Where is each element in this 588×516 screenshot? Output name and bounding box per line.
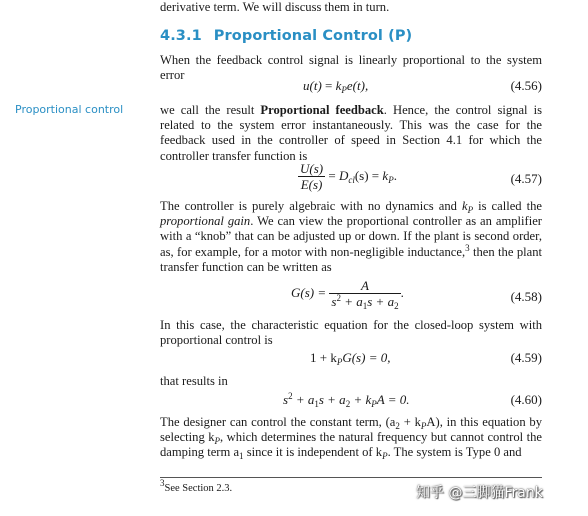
equation-number: (4.59) [510, 350, 542, 365]
equation-number: (4.58) [510, 289, 542, 304]
equation-body: G(s) = $\frac{A}{s^2 + a_1s + a_2}$ . [291, 278, 404, 311]
paragraph-6: The designer can control the constant term, $(a_2 + k_PA)$, in this equation by selecting $k_P$, which determines the natural frequency but cannot control the damping term $a_1$ since it is independent of $k_P$. The system is Type 0 and [160, 415, 543, 462]
paragraph-3: The controller is purely algebraic with no dynamics and $k_P$ is called the proportional gain. We can view the proportional controller as an amplifier with a “knob” that can be adjusted up or down. If the plant is second order, as, for example, for a motor with non-negligible inductance,$^3$ then the plant transfer function can be written as [160, 199, 543, 274]
section-title: Proportional Control (P) [213, 28, 413, 44]
equation-4-56 [160, 78, 542, 100]
footnote: $^3$See Section 2.3. [160, 478, 233, 494]
section-number: 4.3.1 [160, 28, 202, 44]
section-heading [160, 28, 412, 44]
equation-4-60 [160, 392, 542, 414]
paragraph-2: we call the result Proportional feedback. Hence, the control signal is related to the system error instantaneously. This was the case for the feedback used in the controller of speed in Section 4.1 for which the controller transfer function is [160, 103, 543, 163]
equation-number: (4.60) [510, 392, 542, 407]
equation-body: $u(t) = k_Pe(t)$, [303, 78, 369, 95]
equation-4-58 [160, 279, 542, 315]
equation-body: $s^2 + a_1s + a_2 + k_PA = 0$. [283, 391, 410, 409]
watermark: 知乎 @三脚猫Frank [416, 485, 543, 501]
equation-number: (4.56) [510, 78, 542, 93]
equation-body: $\frac{U(s)}{E(s)}$ = $D_{cl}(s) = k_P$. [300, 161, 397, 192]
paragraph-5: that results in [160, 374, 228, 388]
intro-tail: derivative term. We will discuss them in turn. [160, 0, 390, 14]
equation-body: $1 + k_PG(s) = 0$, [310, 350, 391, 367]
paragraph-4: In this case, the characteristic equation for the closed-loop system with proportional control is [160, 318, 542, 348]
paragraph-1: When the feedback control signal is linearly proportional to the system error [160, 53, 542, 83]
margin-note: Proportional control [15, 103, 124, 116]
equation-number: (4.57) [510, 171, 542, 186]
equation-4-57 [160, 162, 542, 196]
footnote-rule [160, 477, 542, 478]
equation-4-59 [160, 350, 542, 372]
